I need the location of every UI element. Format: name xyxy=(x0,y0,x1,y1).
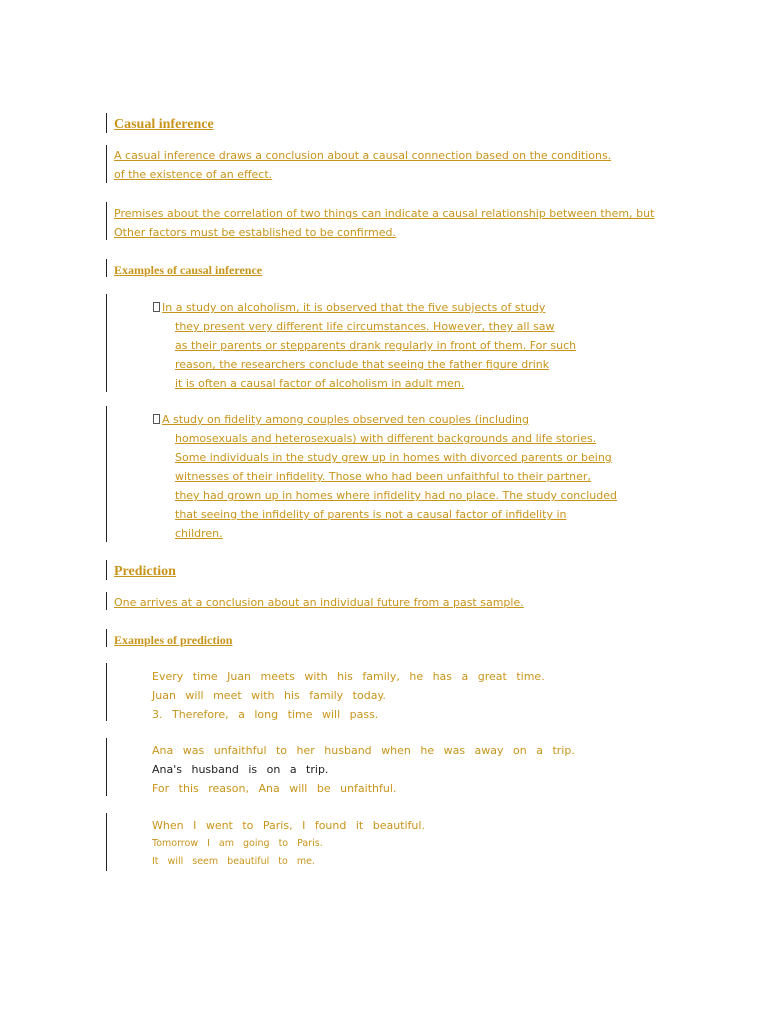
premises-block xyxy=(106,202,675,240)
casual-inference-heading: Casual inference xyxy=(114,117,214,132)
prediction-2-line-3: For this reason, Ana will be unfaithful. xyxy=(152,782,397,795)
prediction-example-1-block xyxy=(106,663,577,721)
example-2-line-7: children. xyxy=(175,527,223,540)
prediction-definition-block xyxy=(106,592,567,610)
casual-definition-line-1: A casual inference draws a conclusion about a causal connection based on the conditions. xyxy=(114,149,612,162)
example-2-line-1: A study on fidelity among couples observed ten couples (including xyxy=(153,413,529,426)
prediction-3-line-1: When I went to Paris, I found it beautiful. xyxy=(152,819,425,832)
example-2-block xyxy=(106,406,667,542)
example-2-line-4: witnesses of their infidelity. Those who had been unfaithful to their partner, xyxy=(175,470,591,483)
examples-prediction-heading: Examples of prediction xyxy=(114,633,233,647)
examples-causal-heading: Examples of causal inference xyxy=(114,263,263,277)
example-1-block xyxy=(106,294,667,392)
prediction-3-line-2: Tomorrow I am going to Paris. xyxy=(152,838,323,849)
examples-prediction-heading-block xyxy=(106,629,232,647)
prediction-heading-block xyxy=(106,560,176,580)
prediction-2-line-2: Ana's husband is on a trip. xyxy=(152,763,329,776)
example-1-line-1: In a study on alcoholism, it is observed that the five subjects of study xyxy=(153,301,545,314)
casual-definition-line-2: of the existence of an effect. xyxy=(114,168,273,181)
prediction-3-line-3: It will seem beautiful to me. xyxy=(152,856,315,867)
premises-line-1: Premises about the correlation of two things can indicate a causal relationship between them, but xyxy=(114,207,655,220)
premises-line-2: Other factors must be established to be confirmed. xyxy=(114,226,397,239)
casual-definition-block xyxy=(106,145,667,183)
example-2-line-5: they had grown up in homes where infidelity had no place. The study concluded xyxy=(175,489,618,502)
casual-heading-block xyxy=(106,113,214,133)
example-2-line-6: that seeing the infidelity of parents is not a causal factor of infidelity in xyxy=(175,508,567,521)
prediction-definition-line: One arrives at a conclusion about an individual future from a past sample. xyxy=(114,596,524,609)
example-1-line-3: as their parents or stepparents drank regularly in front of them. For such xyxy=(175,339,577,352)
prediction-1-line-3: 3. Therefore, a long time will pass. xyxy=(152,708,379,721)
example-1-line-2: they present very different life circumstances. However, they all saw xyxy=(175,320,555,333)
bullet-box-icon xyxy=(153,302,160,312)
example-2-line-3: Some individuals in the study grew up in homes with divorced parents or being xyxy=(175,451,612,464)
prediction-heading: Prediction xyxy=(114,564,176,579)
prediction-example-2-block xyxy=(106,738,597,796)
prediction-1-line-1: Every time Juan meets with his family, he has a great time. xyxy=(152,670,545,683)
example-2-line-2: homosexuals and heterosexuals) with different backgrounds and life stories. xyxy=(175,432,597,445)
prediction-2-line-1: Ana was unfaithful to her husband when he was away on a trip. xyxy=(152,744,575,757)
prediction-1-line-2: Juan will meet with his family today. xyxy=(152,689,386,702)
prediction-example-3-block xyxy=(106,813,457,871)
examples-causal-heading-block xyxy=(106,259,262,277)
bullet-box-icon xyxy=(153,414,160,424)
example-1-line-4: reason, the researchers conclude that seeing the father figure drink xyxy=(175,358,550,371)
example-1-line-5: it is often a causal factor of alcoholism in adult men. xyxy=(175,377,465,390)
